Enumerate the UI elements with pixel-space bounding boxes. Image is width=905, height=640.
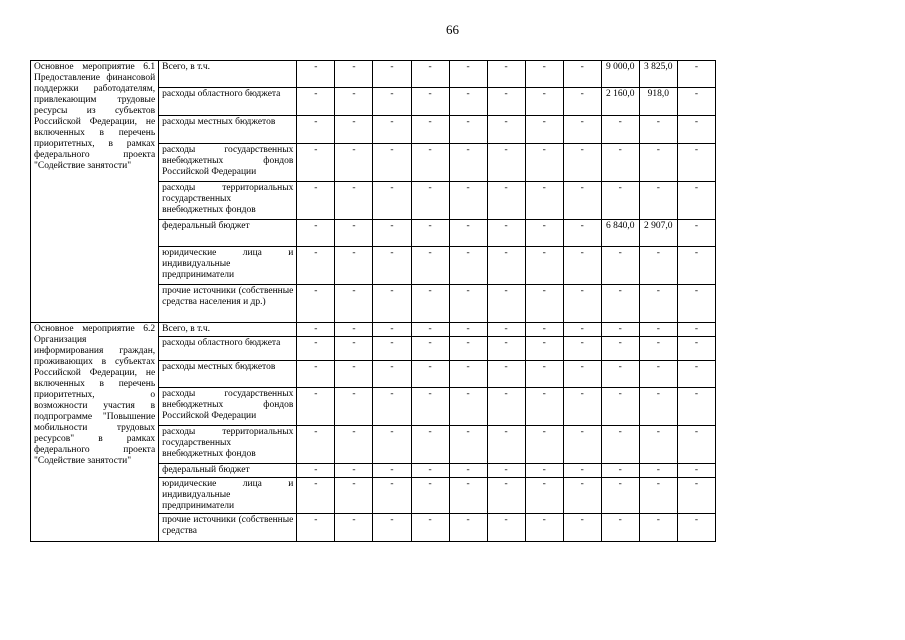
value-cell: - xyxy=(487,323,525,337)
value-cell: - xyxy=(335,464,373,478)
value-cell: - xyxy=(639,323,677,337)
value-cell: - xyxy=(373,323,411,337)
value-cell: - xyxy=(639,388,677,426)
value-cell: - xyxy=(373,116,411,144)
value-cell: - xyxy=(449,323,487,337)
value-cell: - xyxy=(297,182,335,220)
value-cell: - xyxy=(487,426,525,464)
value-cell: - xyxy=(677,478,715,514)
value-cell: - xyxy=(297,247,335,285)
value-cell: 6 840,0 xyxy=(601,220,639,247)
funding-source-cell: юридические лица и индивидуальные предприниматели xyxy=(159,247,297,285)
value-cell: - xyxy=(601,464,639,478)
value-cell: - xyxy=(639,182,677,220)
value-cell: - xyxy=(449,514,487,542)
value-cell: - xyxy=(525,247,563,285)
value-cell: - xyxy=(677,388,715,426)
value-cell: - xyxy=(335,285,373,323)
value-cell: - xyxy=(601,388,639,426)
budget-table-body xyxy=(31,61,716,542)
value-cell: - xyxy=(563,323,601,337)
value-cell: - xyxy=(487,285,525,323)
value-cell: - xyxy=(639,285,677,323)
value-cell: - xyxy=(373,144,411,182)
budget-table xyxy=(30,60,716,542)
value-cell: - xyxy=(601,337,639,361)
value-cell: - xyxy=(373,478,411,514)
value-cell: - xyxy=(335,323,373,337)
value-cell: - xyxy=(487,61,525,88)
funding-source-cell: прочие источники (собственные средства населения и др.) xyxy=(159,285,297,323)
value-cell: - xyxy=(525,464,563,478)
value-cell: - xyxy=(639,426,677,464)
value-cell: - xyxy=(525,285,563,323)
value-cell: - xyxy=(487,464,525,478)
value-cell: - xyxy=(525,514,563,542)
funding-source-cell: Всего, в т.ч. xyxy=(159,61,297,88)
value-cell: - xyxy=(525,182,563,220)
value-cell: 2 160,0 xyxy=(601,88,639,116)
value-cell: - xyxy=(373,388,411,426)
value-cell: - xyxy=(601,426,639,464)
value-cell: - xyxy=(335,247,373,285)
value-cell: - xyxy=(411,285,449,323)
value-cell: - xyxy=(335,61,373,88)
value-cell: - xyxy=(335,88,373,116)
value-cell: - xyxy=(449,61,487,88)
table-row xyxy=(31,61,716,88)
value-cell: - xyxy=(601,285,639,323)
value-cell: - xyxy=(335,426,373,464)
page-number: 66 xyxy=(446,22,459,37)
value-cell: - xyxy=(449,337,487,361)
value-cell: - xyxy=(411,247,449,285)
value-cell: - xyxy=(487,182,525,220)
value-cell: - xyxy=(297,514,335,542)
value-cell: - xyxy=(449,426,487,464)
value-cell: - xyxy=(487,88,525,116)
funding-source-cell: расходы территориальных государственных внебюджетных фондов xyxy=(159,426,297,464)
value-cell: - xyxy=(563,514,601,542)
value-cell: - xyxy=(525,61,563,88)
value-cell: - xyxy=(449,247,487,285)
value-cell: - xyxy=(487,116,525,144)
value-cell: - xyxy=(373,182,411,220)
funding-source-cell: расходы областного бюджета xyxy=(159,88,297,116)
value-cell: - xyxy=(601,323,639,337)
value-cell: - xyxy=(335,514,373,542)
value-cell: - xyxy=(639,247,677,285)
value-cell: - xyxy=(525,116,563,144)
value-cell: - xyxy=(525,388,563,426)
value-cell: - xyxy=(601,247,639,285)
value-cell: - xyxy=(639,514,677,542)
value-cell: - xyxy=(335,388,373,426)
value-cell: - xyxy=(297,337,335,361)
value-cell: - xyxy=(563,61,601,88)
funding-source-cell: расходы местных бюджетов xyxy=(159,116,297,144)
value-cell: - xyxy=(487,514,525,542)
value-cell: - xyxy=(411,464,449,478)
value-cell: - xyxy=(449,464,487,478)
value-cell: - xyxy=(487,388,525,426)
value-cell: - xyxy=(563,88,601,116)
value-cell: - xyxy=(411,388,449,426)
value-cell: - xyxy=(677,88,715,116)
value-cell: - xyxy=(449,220,487,247)
value-cell: - xyxy=(411,361,449,388)
value-cell: - xyxy=(639,116,677,144)
value-cell: - xyxy=(449,361,487,388)
value-cell: - xyxy=(601,478,639,514)
value-cell: 918,0 xyxy=(639,88,677,116)
value-cell: - xyxy=(601,116,639,144)
value-cell: - xyxy=(563,478,601,514)
value-cell: - xyxy=(297,464,335,478)
value-cell: - xyxy=(563,182,601,220)
value-cell: - xyxy=(563,426,601,464)
funding-source-cell: расходы местных бюджетов xyxy=(159,361,297,388)
value-cell: - xyxy=(677,285,715,323)
value-cell: - xyxy=(297,426,335,464)
value-cell: - xyxy=(487,478,525,514)
measure-cell: Основное мероприятие 6.2 Организация информирования граждан, проживающих в субъектах Российской Федерации, не включенных в перечень приоритетных, о возможности участия в подпрограмме "Повышение мобильности трудовых ресурсов" в рамках федерального проекта "Содействие занятости" xyxy=(31,323,159,542)
value-cell: - xyxy=(297,88,335,116)
value-cell: - xyxy=(449,116,487,144)
value-cell: - xyxy=(677,426,715,464)
value-cell: - xyxy=(411,88,449,116)
value-cell: - xyxy=(411,514,449,542)
value-cell: - xyxy=(639,144,677,182)
value-cell: - xyxy=(335,182,373,220)
value-cell: - xyxy=(449,285,487,323)
value-cell: - xyxy=(449,478,487,514)
funding-source-cell: расходы областного бюджета xyxy=(159,337,297,361)
value-cell: - xyxy=(639,337,677,361)
funding-source-cell: расходы государственных внебюджетных фондов Российской Федерации xyxy=(159,388,297,426)
value-cell: - xyxy=(563,285,601,323)
value-cell: - xyxy=(677,220,715,247)
value-cell: - xyxy=(601,361,639,388)
value-cell: - xyxy=(411,426,449,464)
value-cell: - xyxy=(563,361,601,388)
funding-source-cell: прочие источники (собственные средства xyxy=(159,514,297,542)
value-cell: - xyxy=(411,323,449,337)
measure-cell: Основное мероприятие 6.1 Предоставление финансовой поддержки работодателям, привлекающим трудовые ресурсы из субъектов Российской Федерации, не включенных в перечень приоритетных, в рамках федерального проекта "Содействие занятости" xyxy=(31,61,159,323)
value-cell: - xyxy=(335,337,373,361)
value-cell: - xyxy=(411,61,449,88)
value-cell: - xyxy=(563,464,601,478)
value-cell: - xyxy=(373,285,411,323)
value-cell: - xyxy=(297,220,335,247)
value-cell: - xyxy=(449,88,487,116)
value-cell: - xyxy=(411,116,449,144)
value-cell: - xyxy=(563,337,601,361)
value-cell: - xyxy=(373,337,411,361)
value-cell: - xyxy=(677,323,715,337)
value-cell: - xyxy=(677,514,715,542)
value-cell: - xyxy=(411,337,449,361)
value-cell: - xyxy=(411,144,449,182)
value-cell: - xyxy=(525,337,563,361)
value-cell: - xyxy=(487,247,525,285)
value-cell: - xyxy=(373,361,411,388)
value-cell: - xyxy=(677,61,715,88)
value-cell: - xyxy=(487,144,525,182)
value-cell: - xyxy=(297,116,335,144)
value-cell: - xyxy=(335,144,373,182)
value-cell: 9 000,0 xyxy=(601,61,639,88)
value-cell: - xyxy=(411,220,449,247)
value-cell: - xyxy=(639,464,677,478)
value-cell: - xyxy=(525,426,563,464)
value-cell: - xyxy=(373,61,411,88)
value-cell: - xyxy=(677,247,715,285)
value-cell: - xyxy=(487,220,525,247)
value-cell: - xyxy=(297,323,335,337)
value-cell: 2 907,0 xyxy=(639,220,677,247)
value-cell: - xyxy=(525,220,563,247)
value-cell: - xyxy=(373,514,411,542)
value-cell: - xyxy=(373,464,411,478)
value-cell: - xyxy=(601,182,639,220)
value-cell: - xyxy=(525,144,563,182)
value-cell: - xyxy=(677,144,715,182)
value-cell: - xyxy=(677,361,715,388)
value-cell: - xyxy=(677,182,715,220)
value-cell: - xyxy=(563,247,601,285)
value-cell: - xyxy=(563,220,601,247)
value-cell: - xyxy=(639,361,677,388)
value-cell: - xyxy=(373,426,411,464)
value-cell: - xyxy=(601,514,639,542)
value-cell: - xyxy=(601,144,639,182)
value-cell: - xyxy=(563,116,601,144)
value-cell: - xyxy=(373,220,411,247)
funding-source-cell: расходы территориальных государственных внебюджетных фондов xyxy=(159,182,297,220)
value-cell: - xyxy=(487,361,525,388)
value-cell: - xyxy=(449,144,487,182)
value-cell: - xyxy=(297,478,335,514)
value-cell: - xyxy=(335,116,373,144)
table-row xyxy=(31,323,716,337)
value-cell: - xyxy=(525,361,563,388)
value-cell: - xyxy=(373,247,411,285)
value-cell: - xyxy=(297,61,335,88)
value-cell: - xyxy=(639,478,677,514)
value-cell: - xyxy=(411,182,449,220)
value-cell: - xyxy=(297,144,335,182)
funding-source-cell: федеральный бюджет xyxy=(159,464,297,478)
value-cell: - xyxy=(373,88,411,116)
value-cell: 3 825,0 xyxy=(639,61,677,88)
value-cell: - xyxy=(297,285,335,323)
value-cell: - xyxy=(563,388,601,426)
value-cell: - xyxy=(297,361,335,388)
funding-source-cell: федеральный бюджет xyxy=(159,220,297,247)
value-cell: - xyxy=(487,337,525,361)
funding-source-cell: юридические лица и индивидуальные предприниматели xyxy=(159,478,297,514)
value-cell: - xyxy=(677,116,715,144)
funding-source-cell: Всего, в т.ч. xyxy=(159,323,297,337)
value-cell: - xyxy=(525,323,563,337)
value-cell: - xyxy=(411,478,449,514)
value-cell: - xyxy=(525,88,563,116)
funding-source-cell: расходы государственных внебюджетных фондов Российской Федерации xyxy=(159,144,297,182)
value-cell: - xyxy=(449,182,487,220)
value-cell: - xyxy=(449,388,487,426)
value-cell: - xyxy=(563,144,601,182)
value-cell: - xyxy=(677,337,715,361)
value-cell: - xyxy=(525,478,563,514)
value-cell: - xyxy=(335,478,373,514)
value-cell: - xyxy=(335,220,373,247)
value-cell: - xyxy=(335,361,373,388)
value-cell: - xyxy=(677,464,715,478)
value-cell: - xyxy=(297,388,335,426)
